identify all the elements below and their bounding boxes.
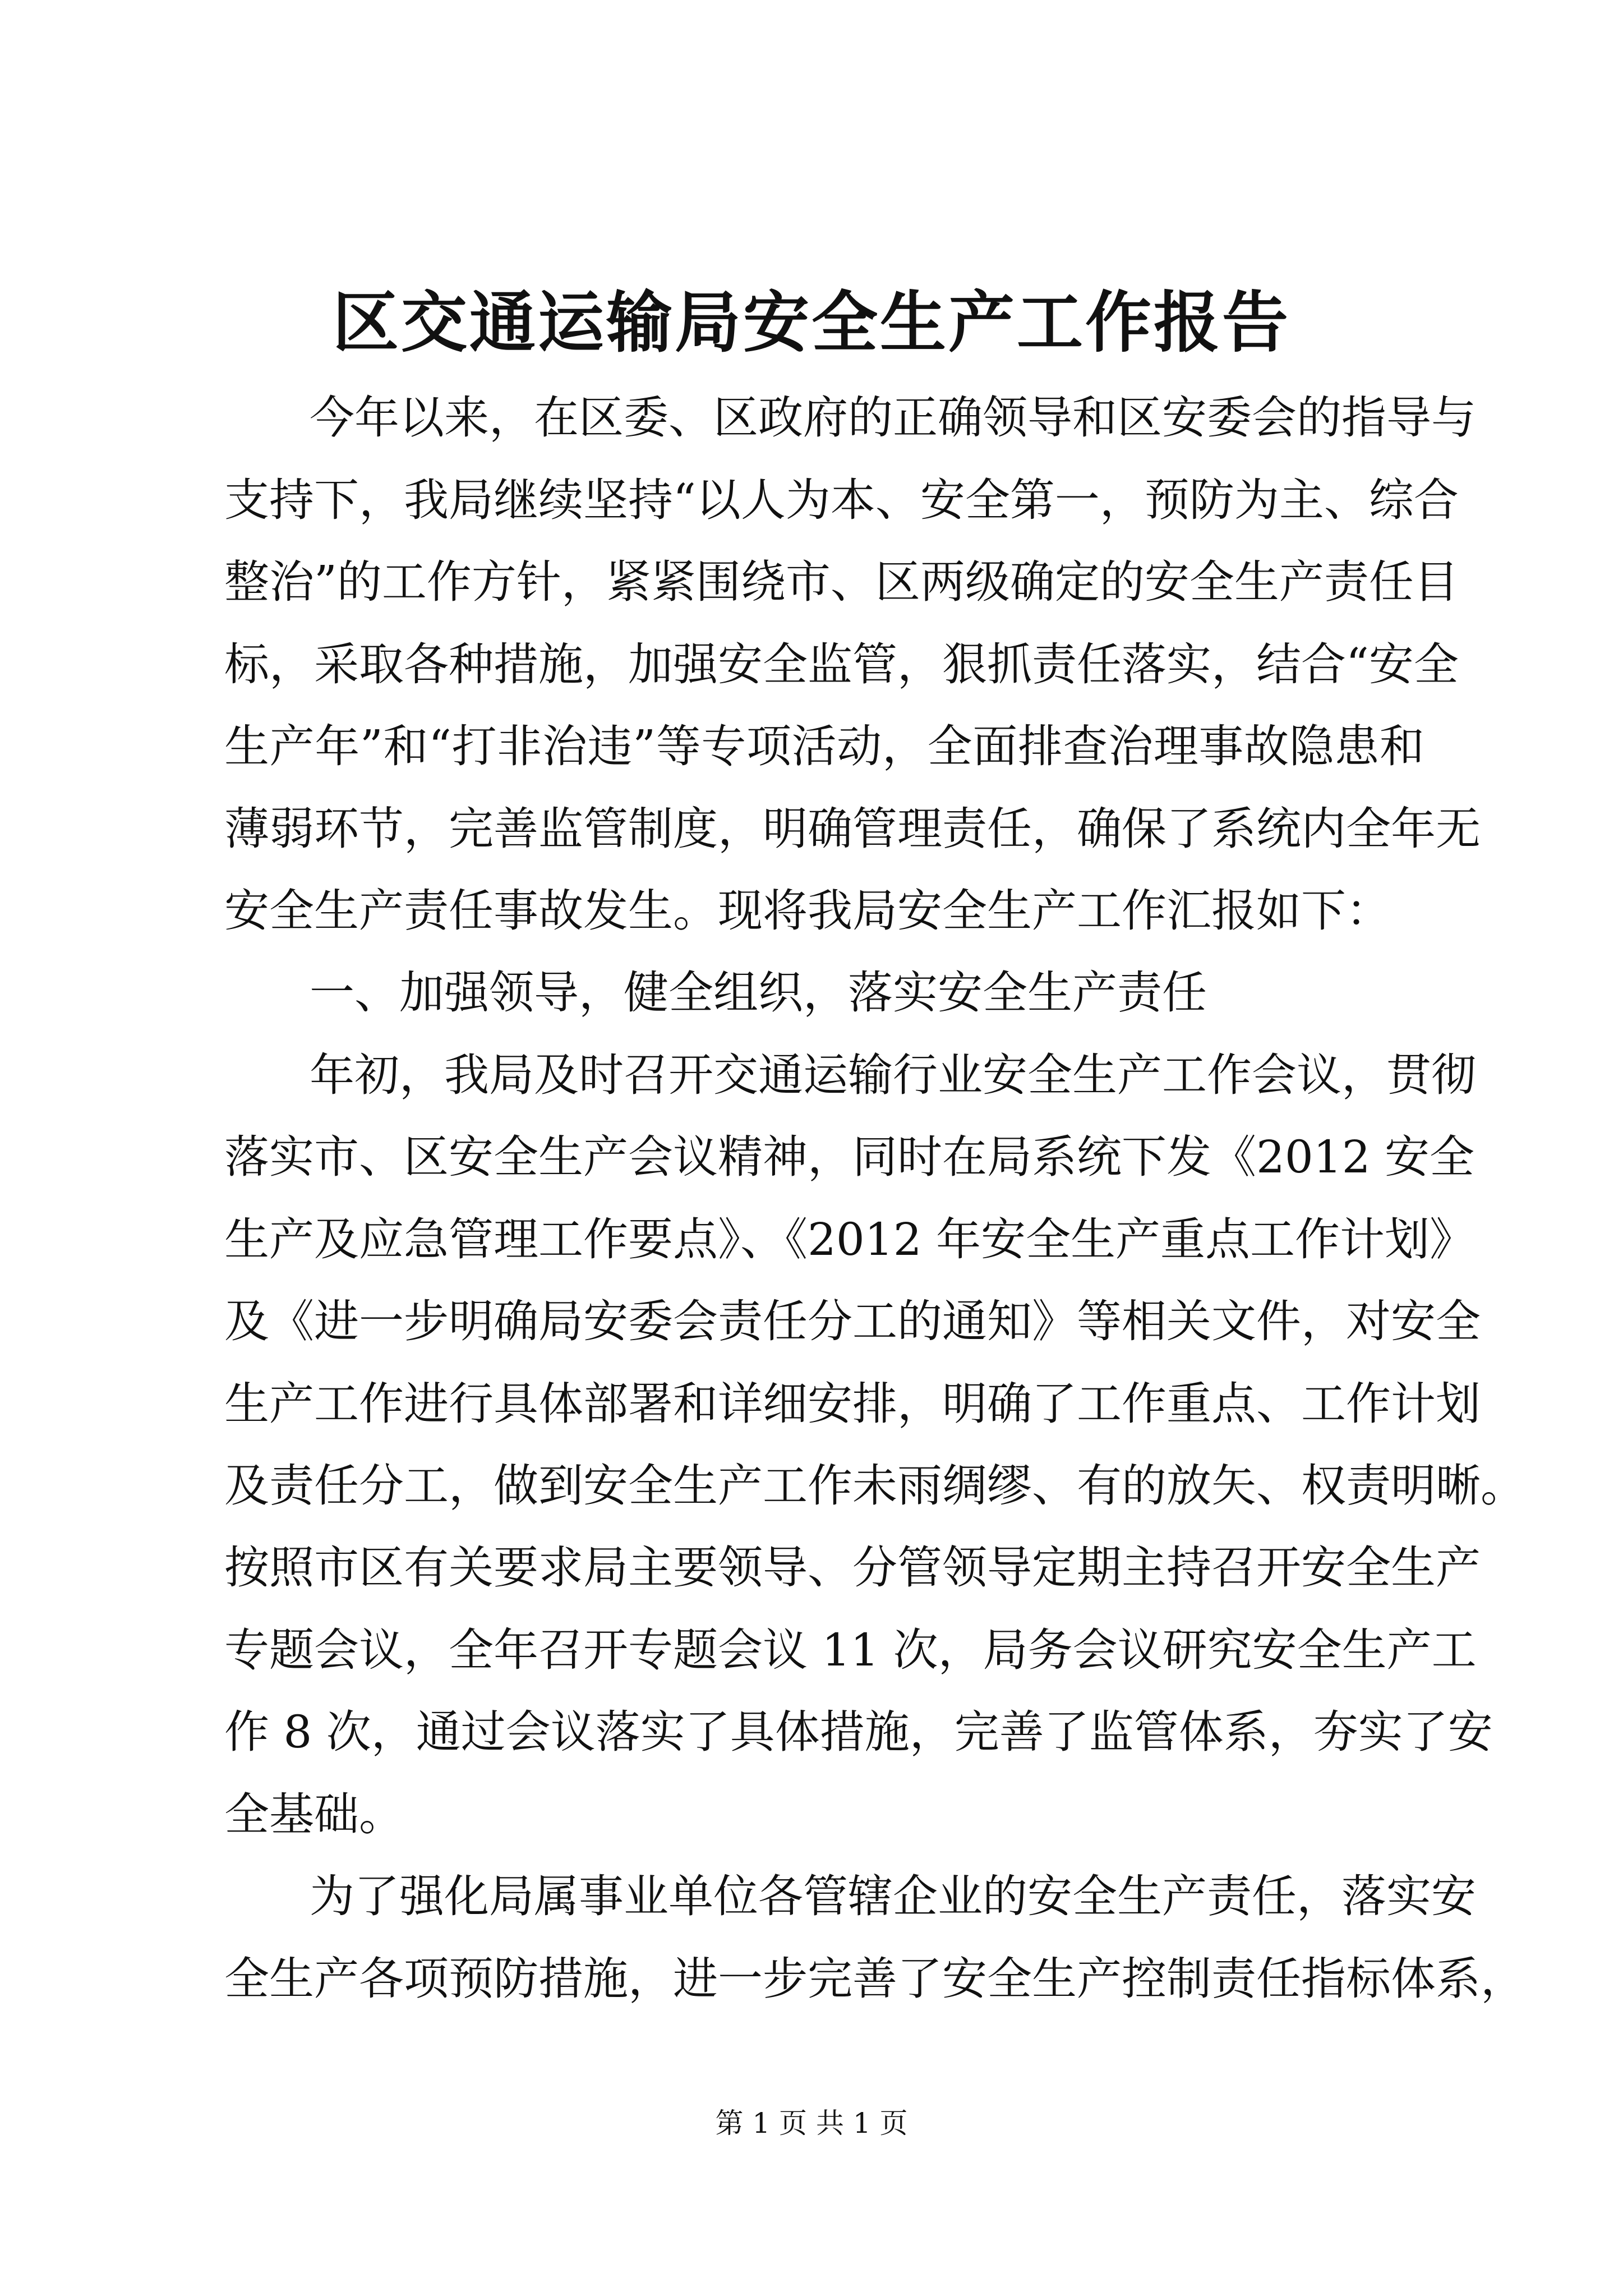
paragraph-line: 年初，我局及时召开交通运输行业安全生产工作会议，贯彻	[310, 1049, 1476, 1101]
paragraph-line: 今年以来，在区委、区政府的正确领导和区安委会的指导与	[310, 392, 1476, 444]
paragraph-line: 作 8 次，通过会议落实了具体措施，完善了监管体系，夯实了安	[224, 1706, 1493, 1758]
paragraph-line: 专题会议，全年召开专题会议 11 次，局务会议研究安全生产工	[224, 1624, 1477, 1676]
paragraph-line: 标，采取各种措施，加强安全监管，狠抓责任落实，结合“安全	[224, 638, 1459, 691]
paragraph-line: 全基础。	[224, 1788, 404, 1841]
paragraph-line: 全生产各项预防措施，进一步完善了安全生产控制责任指标体系，	[224, 1953, 1525, 2005]
document-title: 区交通运输局安全生产工作报告	[332, 283, 1290, 361]
paragraph-line: 按照市区有关要求局主要领导、分管领导定期主持召开安全生产	[224, 1542, 1481, 1594]
paragraph-line: 生产及应急管理工作要点》、《2012 年安全生产重点工作计划》	[224, 1213, 1475, 1266]
section-heading: 一、加强领导，健全组织，落实安全生产责任	[310, 967, 1207, 1019]
paragraph-line: 安全生产责任事故发生。现将我局安全生产工作汇报如下：	[224, 885, 1391, 937]
paragraph-line: 落实市、区安全生产会议精神，同时在局系统下发《2012 安全	[224, 1131, 1475, 1183]
paragraph-line: 及责任分工，做到安全生产工作未雨绸缪、有的放矢、权责明晰。	[224, 1460, 1525, 1512]
paragraph-line: 为了强化局属事业单位各管辖企业的安全生产责任，落实安	[310, 1870, 1476, 1922]
page-number-footer: 第 1 页 共 1 页	[715, 2107, 908, 2139]
paragraph-line: 及《进一步明确局安委会责任分工的通知》等相关文件，对安全	[224, 1295, 1481, 1347]
paragraph-line: 生产工作进行具体部署和详细安排，明确了工作重点、工作计划	[224, 1378, 1481, 1430]
paragraph-line: 生产年”和“打非治违”等专项活动，全面排查治理事故隐患和	[224, 720, 1424, 772]
paragraph-line: 薄弱环节，完善监管制度，明确管理责任，确保了系统内全年无	[224, 803, 1481, 855]
paragraph-line: 整治”的工作方针，紧紧围绕市、区两级确定的安全生产责任目	[224, 556, 1459, 608]
paragraph-line: 支持下，我局继续坚持“以人为本、安全第一，预防为主、综合	[224, 474, 1459, 526]
